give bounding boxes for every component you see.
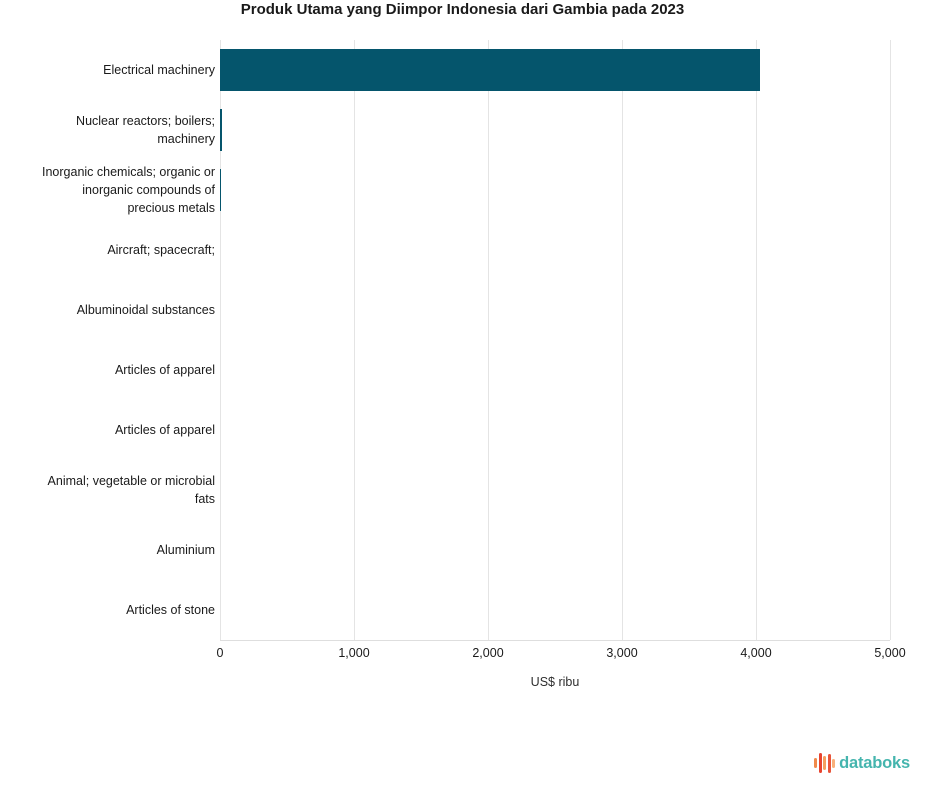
y-axis-category-label: Articles of apparel [114, 363, 215, 377]
bar-row [220, 40, 890, 100]
logo-bar-icon [828, 754, 831, 773]
y-axis-category-label: Inorganic chemicals; organic or inorganic compounds of precious metals [42, 165, 215, 215]
bar-row [220, 580, 890, 640]
bar-row [220, 100, 890, 160]
databoks-logo-text: databoks [839, 753, 910, 772]
y-axis-category-label: Aluminium [156, 543, 215, 557]
y-axis-category-label: Albuminoidal substances [76, 303, 215, 317]
y-axis-category-label: Aircraft; spacecraft; [107, 243, 215, 257]
x-axis-ticks [216, 646, 906, 662]
y-axis-category-label: Electrical machinery [103, 63, 215, 77]
bar [220, 169, 221, 211]
bar-row [220, 220, 890, 280]
bar [220, 49, 760, 91]
y-axis-category-label: Articles of stone [126, 603, 215, 617]
x-axis-tick-label: 2,000 [472, 646, 504, 660]
bar-row [220, 280, 890, 340]
y-axis-category-label: Animal; vegetable or microbial fats [47, 474, 215, 506]
y-axis-category-label: Nuclear reactors; boilers; machinery [76, 114, 215, 146]
x-axis-title: US$ ribu [530, 675, 580, 689]
bar-row [220, 520, 890, 580]
plot-area [220, 40, 890, 641]
x-axis-tick-label: 0 [216, 646, 224, 660]
x-axis-tick-label: 5,000 [874, 646, 906, 660]
bar-row [220, 400, 890, 460]
databoks-logo [814, 751, 910, 775]
x-axis-tick-label: 4,000 [740, 646, 772, 660]
bar-row [220, 340, 890, 400]
logo-bar-icon [814, 758, 817, 768]
logo-bar-icon [819, 753, 822, 773]
gridline [890, 40, 891, 640]
x-axis-tick-label: 3,000 [606, 646, 638, 660]
bar [220, 109, 222, 151]
x-axis-tick-label: 1,000 [338, 646, 370, 660]
databoks-bars-icon [814, 751, 835, 775]
logo-bar-icon [823, 756, 826, 770]
chart-title: Produk Utama yang Diimpor Indonesia dari Gambia pada 2023 [240, 1, 685, 18]
bar-row [220, 160, 890, 220]
y-axis-category-label: Articles of apparel [114, 423, 215, 437]
bar-row [220, 460, 890, 520]
logo-bar-icon [832, 759, 835, 768]
y-axis-labels [35, 40, 215, 640]
